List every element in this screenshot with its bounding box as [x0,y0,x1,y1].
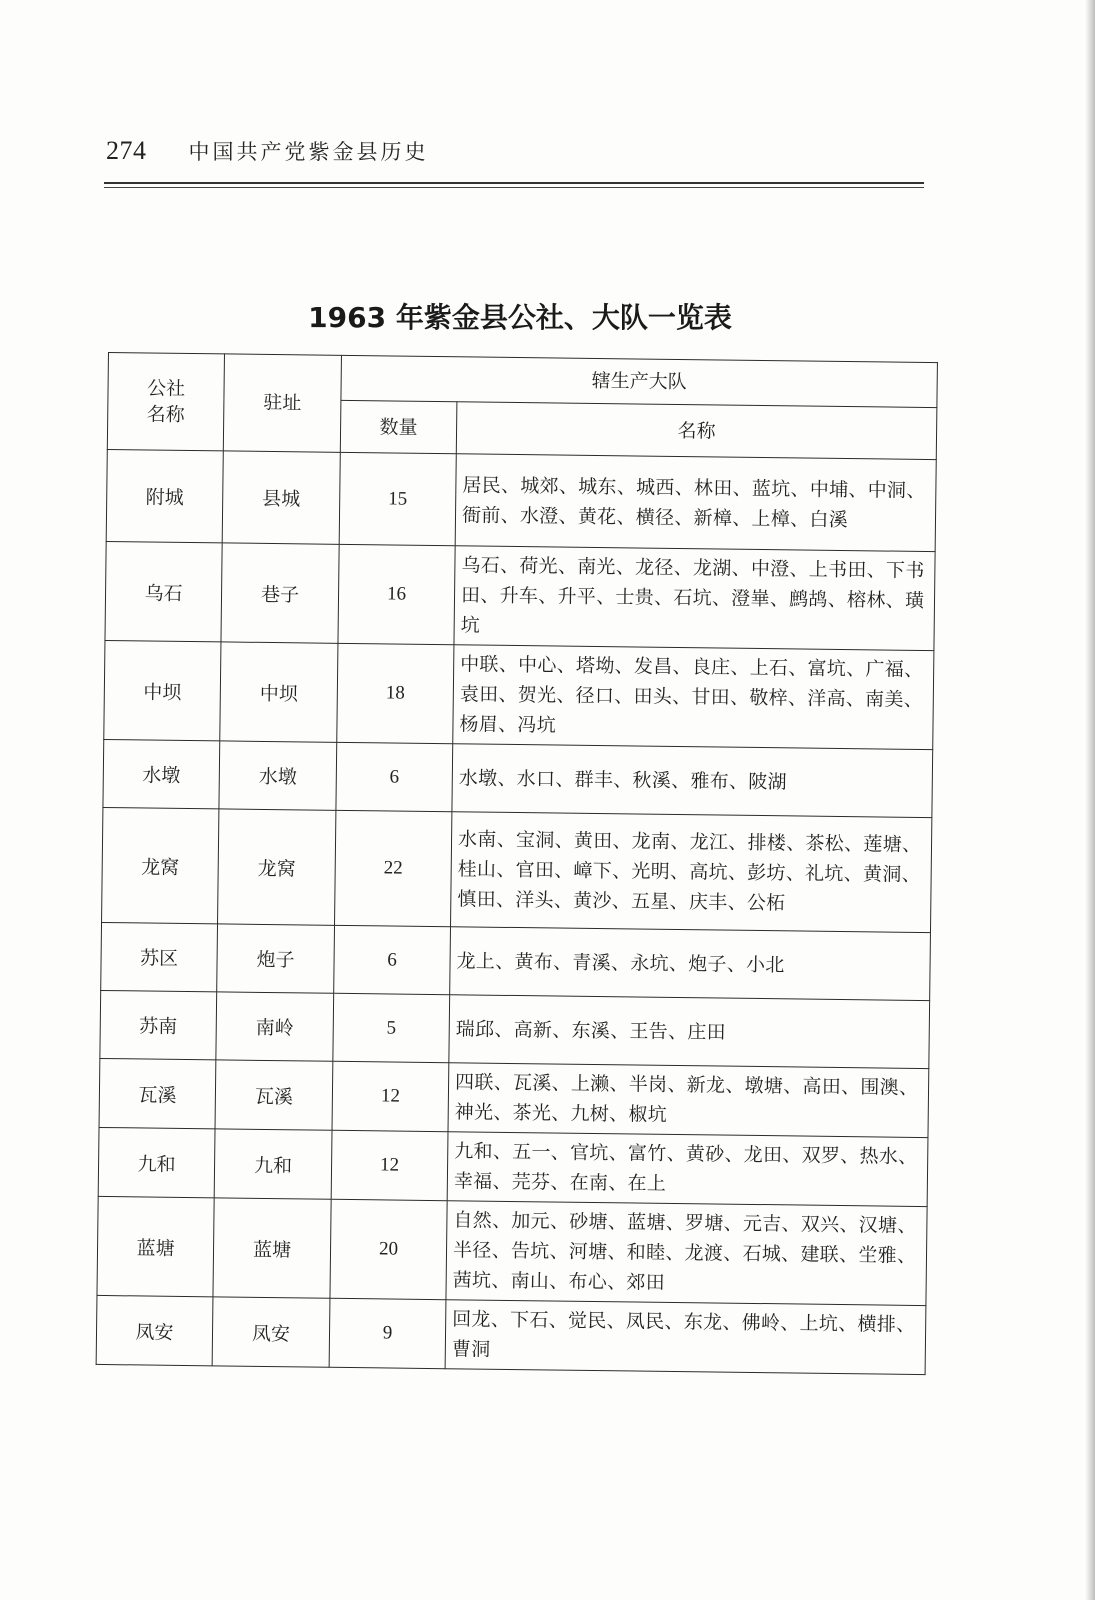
names-cell: 乌石、荷光、南光、龙径、龙湖、中澄、上书田、下书田、升车、升平、士贵、石坑、澄崋、鹧鸪、榕林、璜坑 [454,546,935,651]
site-cell: 县城 [222,451,340,544]
table-row [103,739,933,817]
table-title: 1963 年紫金县公社、大队一览表 [308,301,732,334]
site-cell: 炮子 [217,924,335,993]
site-cell: 蓝塘 [213,1198,331,1298]
site-cell: 龙窝 [218,809,336,925]
header-site: 驻址 [223,354,341,452]
header-count: 数量 [340,400,457,453]
names-cell: 九和、五一、官坑、富竹、黄砂、龙田、双罗、热水、幸福、芫芬、在南、在上 [447,1132,928,1207]
site-cell: 南岭 [216,992,334,1061]
count-cell: 6 [336,742,453,811]
names-cell: 居民、城郊、城东、城西、林田、蓝坑、中埔、中洞、衙前、水澄、黄花、横径、新樟、上樟、白溪 [455,454,936,552]
names-cell: 龙上、黄布、青溪、永坑、炮子、小北 [450,927,931,1001]
table-row [100,990,930,1068]
table-row [99,1058,929,1137]
commune-cell: 苏区 [101,922,218,991]
commune-cell: 瓦溪 [99,1058,216,1128]
table-row [96,1295,926,1374]
book-title: 中国共产党紫金县历史 [188,140,429,164]
count-cell: 16 [338,544,455,644]
site-cell: 水墩 [219,741,337,810]
header-rule-thick [104,182,924,184]
header-rule-thin [104,187,924,188]
site-cell: 瓦溪 [215,1060,333,1130]
commune-cell: 水墩 [103,739,220,808]
names-cell: 瑞邱、高新、东溪、王告、庄田 [449,995,930,1069]
commune-cell: 苏南 [100,990,217,1059]
commune-brigade-table [96,352,938,1375]
table-row [106,449,936,551]
count-cell: 12 [332,1061,449,1131]
names-cell: 水南、宝洞、黄田、龙南、龙江、排楼、茶松、莲塘、桂山、官田、嶂下、光明、高坑、彭坊、礼坑、黄洞、慎田、洋头、黄沙、五星、庆丰、公柘 [451,812,932,933]
page-edge-shadow [1085,0,1095,1600]
commune-cell: 凤安 [96,1295,213,1365]
commune-cell: 附城 [106,449,223,542]
site-cell: 中坝 [220,642,338,742]
names-cell: 回龙、下石、觉民、凤民、东龙、佛岭、上坑、横排、曹洞 [445,1300,926,1375]
header-brigades: 辖生产大队 [341,355,938,407]
site-cell: 凤安 [212,1297,330,1367]
count-cell: 12 [331,1130,448,1200]
running-header [106,136,429,166]
commune-cell: 蓝塘 [97,1196,214,1296]
table-row [105,541,935,650]
commune-cell: 乌石 [105,541,222,641]
count-cell: 9 [329,1298,446,1368]
commune-cell: 龙窝 [102,807,219,923]
count-cell: 18 [337,643,454,743]
count-cell: 6 [334,925,451,994]
count-cell: 20 [330,1199,447,1299]
names-cell: 自然、加元、砂塘、蓝塘、罗塘、元吉、双兴、汉塘、半径、告坑、河塘、和睦、龙渡、石城、建联、坣雅、茜坑、南山、布心、郊田 [446,1201,927,1306]
count-cell: 22 [335,810,452,926]
names-cell: 水墩、水口、群丰、秋溪、雅布、陂湖 [452,744,933,818]
site-cell: 九和 [214,1129,332,1199]
count-cell: 15 [339,452,456,545]
page-number: 274 [106,136,147,165]
count-cell: 5 [333,993,450,1062]
table-row [101,922,931,1000]
header-names: 名称 [456,402,937,460]
table-row [104,640,934,749]
site-cell: 巷子 [221,543,339,643]
table-row [102,807,932,932]
names-cell: 中联、中心、塔坳、发昌、良庄、上石、富坑、广福、袁田、贺光、径口、田头、甘田、敬梓、洋高、南美、杨眉、冯坑 [453,645,934,750]
commune-cell: 九和 [98,1127,215,1197]
table-row [97,1196,927,1305]
names-cell: 四联、瓦溪、上濑、半岗、新龙、墩塘、高田、围澳、神光、茶光、九树、椒坑 [448,1063,929,1138]
commune-cell: 中坝 [104,640,221,740]
table-row [98,1127,928,1206]
header-commune-name: 公社 名称 [107,353,224,451]
